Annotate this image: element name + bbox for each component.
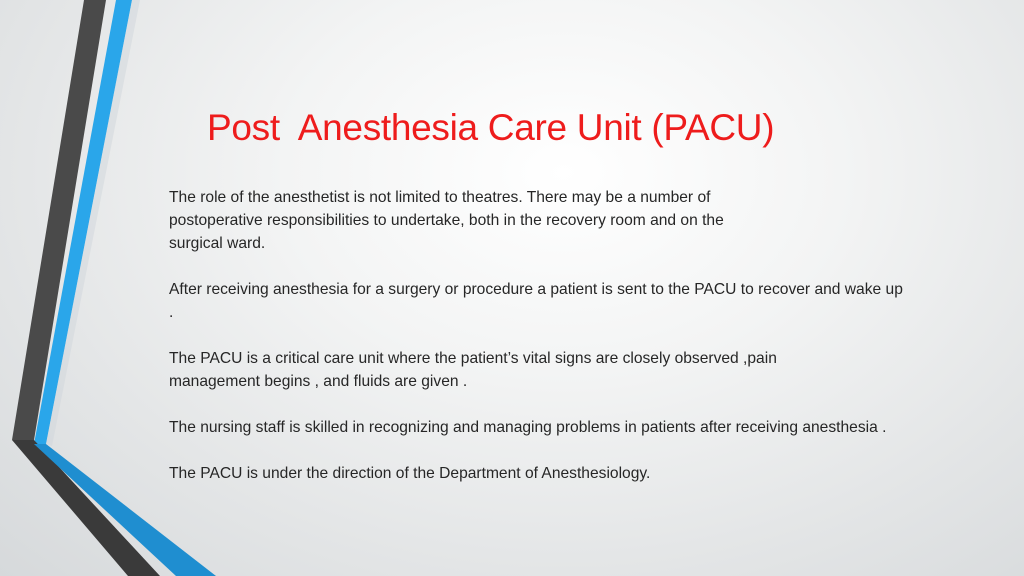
slide-body — [169, 186, 909, 508]
paragraph-critical-care: The PACU is a critical care unit where the patient’s vital signs are closely observed ,pain management begins , and fluids are given . — [169, 350, 777, 390]
paragraph-after-anesthesia: After receiving anesthesia for a surgery or procedure a patient is sent to the PACU to recover and wake up . — [169, 281, 903, 321]
paragraph-direction: The PACU is under the direction of the Department of Anesthesiology. — [169, 465, 651, 482]
paragraph-nursing-staff: The nursing staff is skilled in recognizing and managing problems in patients after receiving anesthesia . — [169, 419, 887, 436]
paragraph-role: The role of the anesthetist is not limited to theatres. There may be a number of postoperative responsibilities to undertake, both in the recovery room and on the surgical ward. — [169, 189, 724, 252]
slide-title: Post Anesthesia Care Unit (PACU) — [207, 107, 775, 148]
gray-stripe-lower — [12, 440, 160, 576]
